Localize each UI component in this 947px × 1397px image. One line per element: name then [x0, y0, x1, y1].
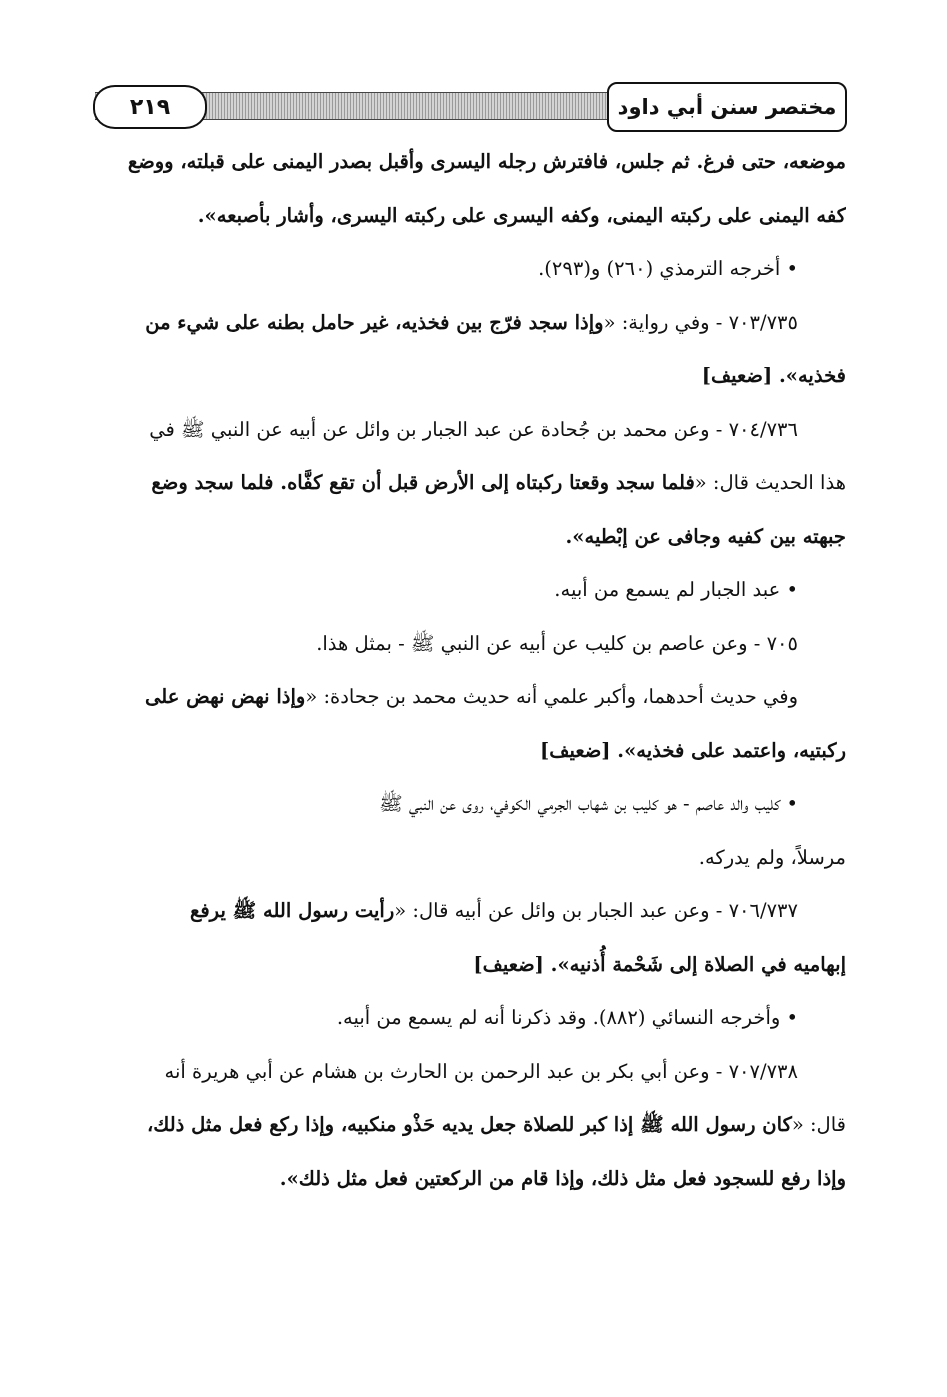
hadith-text: ركبتيه، واعتمد على فخذيه». [ضعيف] — [540, 738, 846, 762]
text-line — [78, 296, 846, 350]
text-line — [78, 670, 846, 724]
text-line — [78, 349, 846, 403]
narration-text: • عبد الجبار لم يسمع من أبيه. — [554, 578, 798, 601]
hadith-text: جبهته بين كفيه وجافى عن إبْطيه». — [565, 524, 846, 548]
text-line — [78, 777, 846, 831]
hadith-text: كان رسول الله ﷺ إذا كبر للصلاة جعل يديه حَذْو منكبيه، وإذا ركع فعل مثل ذلك، — [146, 1113, 792, 1136]
text-line — [78, 189, 846, 243]
narration-text: وفي حديث أحدهما، وأكبر علمي أنه حديث محمد بن جحادة: « — [305, 685, 798, 708]
narration-text: ٧٠٤/٧٣٦ - وعن محمد بن جُحادة عن عبد الجبار بن وائل عن أبيه عن النبي ﷺ في — [149, 417, 798, 441]
narration-text: ٧٠٣/٧٣٥ - وفي رواية: « — [603, 310, 798, 334]
text-line — [78, 563, 846, 617]
page-number: ٢١٩ — [93, 85, 207, 129]
book-title: مختصر سنن أبي داود — [607, 82, 847, 132]
text-line — [78, 1045, 846, 1099]
narration-text: ٧٠٥ - وعن عاصم بن كليب عن أبيه عن النبي ﷺ - بمثل هذا. — [316, 631, 798, 655]
narration-text: • وأخرجه النسائي (٨٨٢). وقد ذكرنا أنه لم يسمع من أبيه. — [336, 1006, 798, 1029]
text-line — [78, 617, 846, 671]
hadith-text: فلما سجد وقعتا ركبتاه إلى الأرض قبل أن تقع كفَّاه. فلما سجد وضع — [151, 471, 695, 494]
narration-text: • كليب والد عاصم - هو كليب بن شهاب الجرمي الكوفي، روى عن النبي ﷺ — [379, 792, 798, 815]
hadith-text: فخذيه». [ضعيف] — [701, 364, 846, 387]
narration-text: هذا الحديث قال: « — [694, 471, 846, 494]
narration-text: ٧٠٧/٧٣٨ - وعن أبي بكر بن عبد الرحمن بن الحارث بن هشام عن أبي هريرة أنه — [164, 1059, 798, 1083]
narration-text: ٧٠٦/٧٣٧ - وعن عبد الجبار بن وائل عن أبيه قال: « — [394, 899, 798, 922]
hadith-text: وإذا رفع للسجود فعل مثل ذلك، وإذا قام من الركعتين فعل مثل ذلك». — [279, 1166, 846, 1190]
page-header — [75, 82, 847, 132]
text-line — [78, 1152, 846, 1206]
hadith-text: رأيت رسول الله ﷺ يرفع — [189, 899, 395, 922]
text-line — [78, 242, 846, 296]
page-body — [78, 135, 846, 1205]
hadith-text: موضعه، حتى فرغ. ثم جلس، فافترش رجله اليسرى وأقبل بصدر اليمنى على قبلته، ووضع — [127, 150, 846, 173]
hadith-text: وإذا سجد فرّج بين فخذيه، غير حامل بطنه على شيء من — [145, 310, 604, 334]
text-line — [78, 456, 846, 510]
hadith-text: وإذا نهض نهض على — [145, 685, 306, 708]
text-line — [78, 403, 846, 457]
text-line — [78, 884, 846, 938]
narration-text: قال: « — [791, 1113, 846, 1136]
text-line — [78, 831, 846, 885]
text-line — [78, 135, 846, 189]
text-line — [78, 938, 846, 992]
hadith-text: كفه اليمنى على ركبته اليمنى، وكفه اليسرى على ركبته اليسرى، وأشار بأصبعه». — [197, 203, 846, 227]
hadith-text: إبهاميه في الصلاة إلى شَحْمة أُذنيه». [ضعيف] — [473, 952, 846, 976]
text-line — [78, 991, 846, 1045]
narration-text: • أخرجه الترمذي (٢٦٠) و(٢٩٣). — [538, 257, 798, 280]
narration-text: مرسلاً، ولم يدركه. — [698, 845, 846, 869]
text-line — [78, 724, 846, 778]
text-line — [78, 510, 846, 564]
text-line — [78, 1098, 846, 1152]
